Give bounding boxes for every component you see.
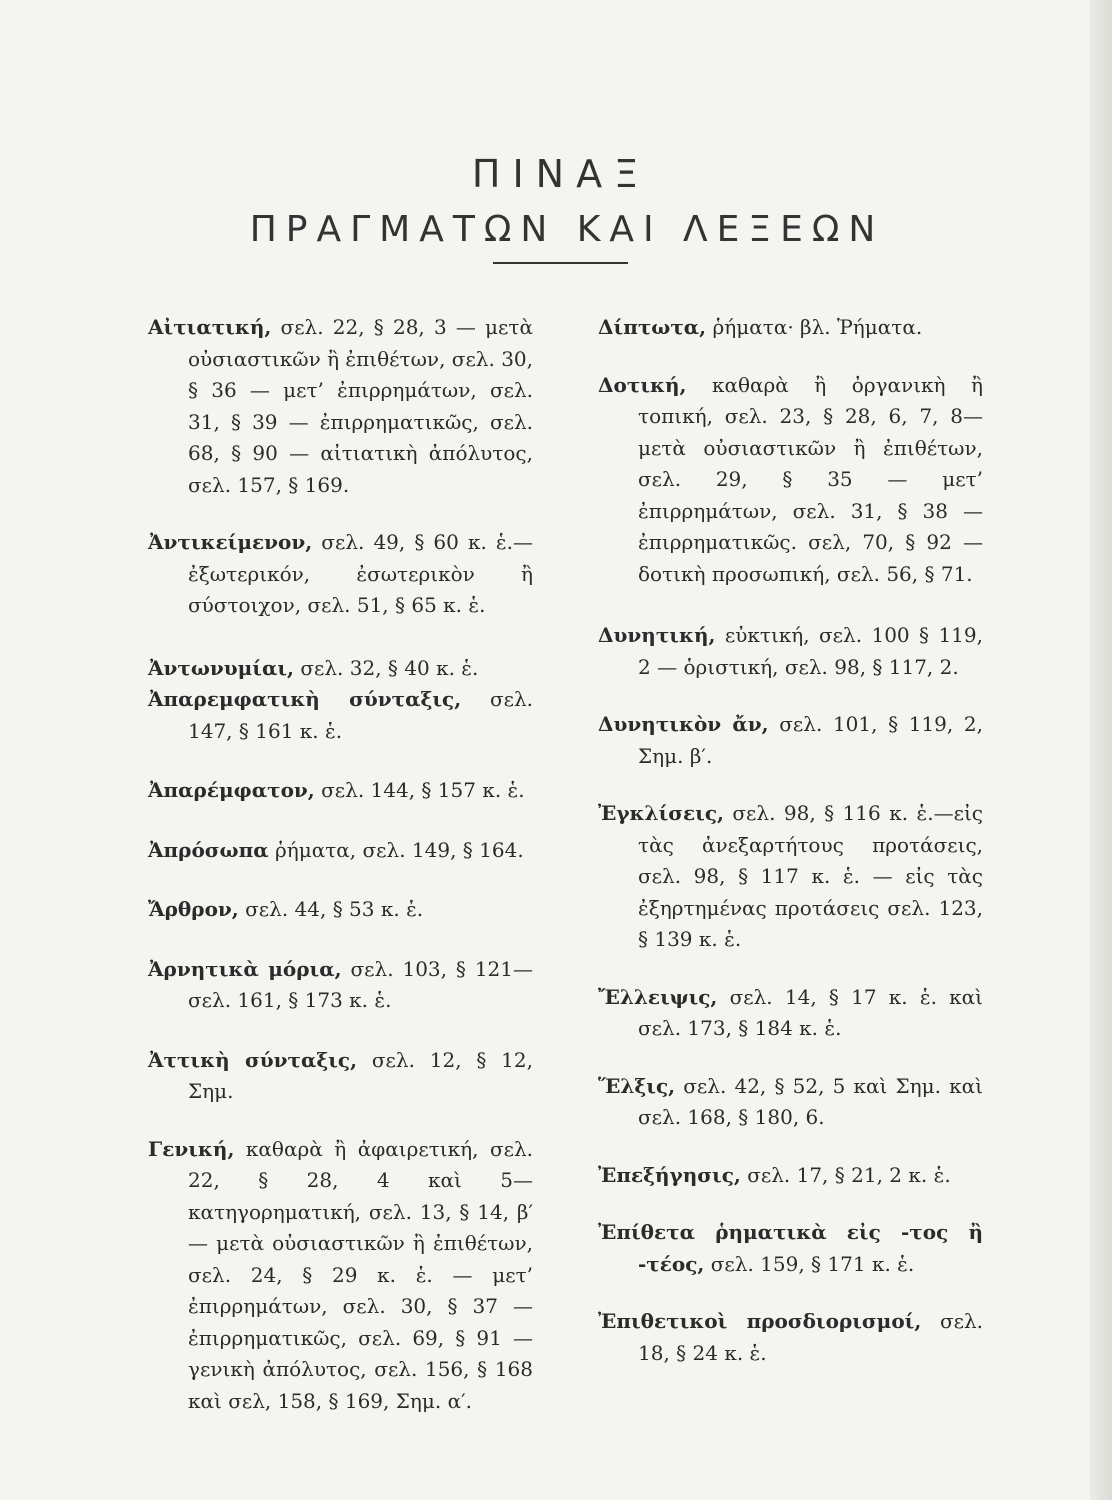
index-entry [148,835,533,867]
index-entry [598,620,983,683]
index-entry [148,684,533,747]
entry-references: σελ. 101, § 119, 2, Σημ. β′. [638,712,983,768]
index-entry [148,527,533,622]
entry-references: σελ. 49, § 60 κ. ἑ.— ἐξωτερικόν, ἐσωτερικὸν ἢ σύστοιχον, σελ. 51, § 65 κ. ἑ. [188,530,533,617]
entry-references: καθαρὰ ἢ ἀφαιρετική, σελ. 22, § 28, 4 καὶ 5—κατηγορηματική, σελ. 13, § 14, β′ — μετὰ οὐσιαστικῶν ἢ ἐπιθέτων, σελ. 24, § 29 κ. ἑ. — μετ’ ἐπιρρημάτων, σελ. 30, § 37 — ἐπιρρηματικῶς, σελ. 69, § 91 — γενικὴ ἀπόλυτος, σελ. 156, § 168 καὶ σελ, 158, § 169, Σημ. α′. [188,1136,533,1413]
entry-headword: Ἄρθρον, [148,897,239,921]
entry-references: σελ. 22, § 28, 3 — μετὰ οὐσιαστικῶν ἢ ἐπιθέτων, σελ. 30, § 36 — μετ’ ἐπιρρημάτων, σελ. 31, § 39 — ἐπιρρηματικῶς, σελ. 68, § 90 — αἰτιατικὴ ἀπόλυτος, σελ. 157, § 169. [188,315,533,497]
index-entry [598,1071,983,1134]
entry-headword: Ἐπιθετικοὶ προσδιορισμοί, [598,1309,922,1333]
entry-headword: Ἔλλειψις, [598,984,718,1009]
entry-headword: Ἀντικείμενον, [148,530,313,554]
entry-headword: Δοτική, [598,372,687,397]
entry-references: σελ. 98, § 116 κ. ἑ.—εἰς τὰς ἀνεξαρτήτους προτάσεις, σελ. 98, § 117 κ. ἑ. — εἰς τὰς ἐξηρτημένας προτάσεις σελ. 123, § 139 κ. ἑ. [638,801,983,951]
entry-references: σελ. 159, § 171 κ. ἑ. [704,1251,915,1276]
entry-references: σελ. 14, § 17 κ. ἑ. καὶ σελ. 173, § 184 κ. ἑ. [638,984,983,1040]
index-entry [148,1134,533,1418]
index-entry [148,1045,533,1108]
entry-headword: Ἕλξις, [598,1073,676,1098]
entry-references: σελ. 42, § 52, 5 καὶ Σημ. καὶ σελ. 168, § 180, 6. [638,1073,983,1129]
index-entry [598,1306,983,1369]
right-column [598,312,983,1369]
index-entry [148,775,533,807]
index-entry [598,1217,983,1280]
entry-headword: Ἀπαρεμφατικὴ σύνταξις, [148,687,462,711]
index-entry [598,709,983,772]
entry-references: ῥήματα· βλ. Ῥήματα. [706,315,923,339]
entry-headword: Ἐπίθετα ῥηματικὰ εἰς -τος ἢ -τέος, [598,1220,983,1276]
entry-headword: Δίπτωτα, [598,315,707,339]
index-entry [598,1160,983,1192]
entry-headword: Γενική, [148,1136,235,1161]
index-entry [598,370,983,591]
entry-references: σελ. 144, § 157 κ. ἑ. [314,778,525,802]
entry-references: σελ. 12, § 12, Σημ. [188,1047,533,1103]
index-entry [148,954,533,1017]
entry-references: σελ. 18, § 24 κ. ἑ. [638,1309,983,1365]
title-line-1: ΠΙΝΑΞ [471,152,651,196]
left-column [148,312,533,1417]
entry-headword: Ἀντωνυμίαι, [148,655,294,680]
entry-headword: Ἐπεξήγησις, [598,1162,741,1187]
index-entry [598,798,983,956]
index-title [0,148,1112,256]
index-entry [148,653,533,685]
index-entry [148,312,533,501]
index-entry [598,982,983,1045]
title-line-2: ΠΡΑΓΜΑΤΩΝ ΚΑΙ ΛΕΞΕΩΝ [249,209,885,250]
entry-headword: Ἀττικὴ σύνταξις, [148,1047,358,1072]
entry-headword: Ἐγκλίσεις, [598,801,724,825]
entry-references: καθαρὰ ἢ ὀργανικὴ ἢ τοπική, σελ. 23, § 28, 6, 7, 8—μετὰ οὐσιαστικῶν ἢ ἐπιθέτων, σελ. 29, § 35 — μετ’ ἐπιρρημάτων, σελ. 31, § 38 — ἐπιρρηματικῶς. σελ, 70, § 92 — δοτικὴ προσωπική, σελ. 56, § 71. [638,372,983,586]
entry-headword: Δυνητικὸν ἄν, [598,712,769,736]
entry-headword: Δυνητική, [598,623,716,647]
entry-headword: Αἰτιατική, [148,315,272,339]
entry-references: σελ. 17, § 21, 2 κ. ἑ. [740,1162,951,1187]
entry-headword: Ἀπαρέμφατον, [148,778,315,802]
entry-references: εὐκτική, σελ. 100 § 119, 2 — ὁριστική, σελ. 98, § 117, 2. [638,623,983,679]
index-entry [148,894,533,926]
entry-references: σελ. 147, § 161 κ. ἑ. [188,687,533,743]
entry-headword: Ἀρνητικὰ μόρια, [148,956,342,981]
entry-references: ῥήματα, σελ. 149, § 164. [268,837,524,862]
entry-references: σελ. 103, § 121— σελ. 161, § 173 κ. ἑ. [188,956,534,1012]
title-divider [493,262,628,264]
index-entry [598,312,983,344]
entry-headword: Ἀπρόσωπα [148,837,269,862]
entry-references: σελ. 32, § 40 κ. ἑ. [294,655,479,680]
entry-references: σελ. 44, § 53 κ. ἑ. [238,897,424,921]
